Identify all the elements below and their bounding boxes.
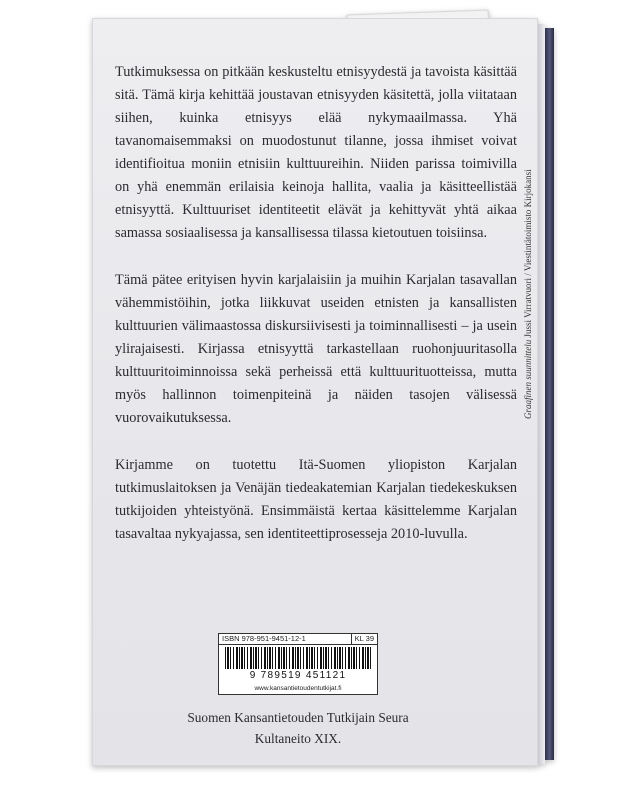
- isbn-number: ISBN 978-951-9451-12-1: [219, 634, 352, 644]
- blurb-paragraph-2: Tämä pätee erityisen hyvin karjalaisiin ja muihin Karjalan tasavallan vähemmistöihin, jotka liikkuvat useiden etnisten ja kansallisten kulttuurien välimaastossa diskursiivisesti ja toiminnallisesti – ja usein ylirajaisesti. Kirjassa etnisyyttä tarkastellaan ruohonjuuritasolla kulttuuritoiminnoissa sekä perheissä että kulttuurituotteissa, mutta myös hallinnon toimenpiteinä ja näiden tasojen välisessä vuorovaikutuksessa.: [115, 272, 517, 426]
- publisher-name: Suomen Kansantietouden Tutkijain Seura: [187, 710, 409, 725]
- design-credits: [523, 169, 533, 419]
- publisher-block: [93, 707, 503, 749]
- ean-number: 9 789519 451121: [249, 670, 347, 681]
- designer-name: Jussi Virratvuori / Viestintätoimisto Kirjokansi: [523, 169, 533, 338]
- library-class: KL 39: [354, 634, 374, 643]
- series-name: Kultaneito XIX.: [254, 731, 342, 746]
- designer-label: Graafinen suunnittelu: [523, 339, 533, 419]
- barcode-icon: [225, 647, 371, 669]
- blurb-paragraph-1: Tutkimuksessa on pitkään keskusteltu etnisyydestä ja tavoista käsittää sitä. Tämä kirja kehittää joustavan etnisyyden käsitettä, jolla viitataan siihen, kuinka etnisyys elää nykymaailmassa. Yhä tavanomaisemmaksi on muodostunut tilanne, jossa ihmiset voivat identifioitua moniin etnisiin kulttuureihin. Niiden parissa toimivilla on yhä enemmän erilaisia keinoja hallita, vaalia ja käsitteellistää etnisyyttä. Kulttuuriset identiteetit elävät ja kehittyvät yhtä aikaa samassa sosiaalisessa ja kansallisessa tilassa kietoutuen toisiinsa.: [115, 64, 517, 241]
- back-cover: [92, 18, 538, 766]
- blurb-text: [115, 61, 517, 570]
- publisher-url: www.kansantietoudentutkijat.fi: [254, 685, 342, 692]
- blurb-paragraph-3: Kirjamme on tuotettu Itä-Suomen yliopiston Karjalan tutkimuslaitoksen ja Venäjän tiedeakatemian Karjalan tiedekeskuksen tutkijoiden yhteistyönä. Ensimmäistä kertaa käsittelemme Karjalan tasavaltaa nykyajassa, sen identiteettiprosesseja 2010-luvulla.: [115, 457, 517, 542]
- barcode-label: [218, 633, 378, 695]
- book: [92, 18, 554, 766]
- book-spine: [545, 28, 554, 760]
- page-edge: [538, 24, 545, 764]
- isbn-row: [219, 634, 377, 645]
